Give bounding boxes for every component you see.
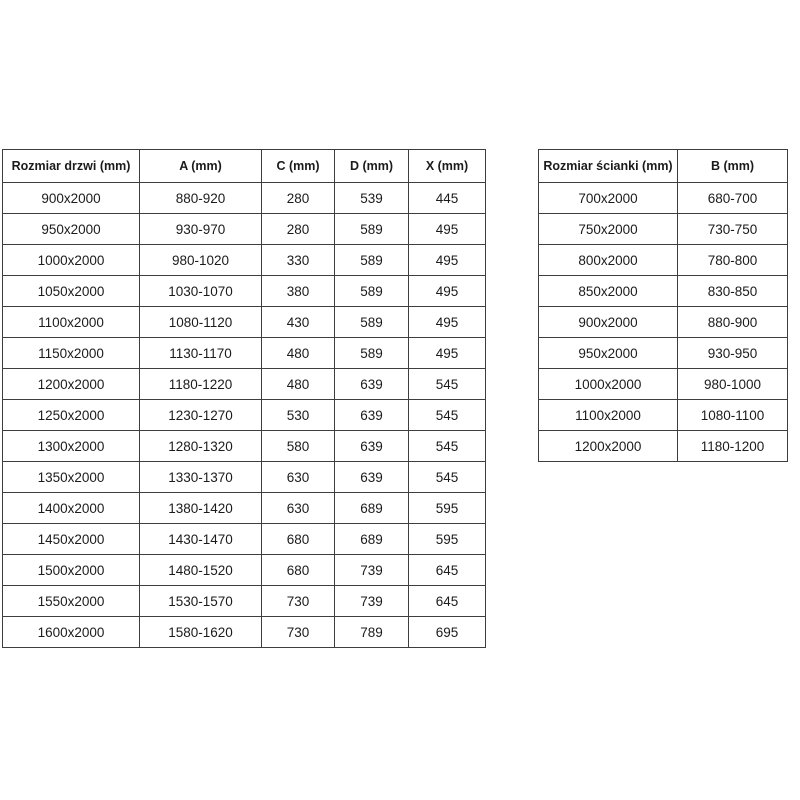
table-cell: 1500x2000: [3, 555, 140, 586]
table-cell: 950x2000: [3, 214, 140, 245]
table-row: [539, 183, 788, 214]
header-cell: Rozmiar ścianki (mm): [539, 150, 678, 183]
table-cell: 1380-1420: [140, 493, 262, 524]
table-row: [3, 369, 486, 400]
table-cell: 789: [335, 617, 409, 648]
table-row: [539, 307, 788, 338]
table-cell: 1250x2000: [3, 400, 140, 431]
table-cell: 730-750: [678, 214, 788, 245]
header-cell: A (mm): [140, 150, 262, 183]
wall-size-table-header: [539, 150, 788, 183]
table-cell: 495: [409, 307, 486, 338]
table-cell: 589: [335, 214, 409, 245]
table-row: [539, 431, 788, 462]
table-cell: 900x2000: [3, 183, 140, 214]
table-cell: 595: [409, 493, 486, 524]
table-cell: 1530-1570: [140, 586, 262, 617]
table-cell: 980-1000: [678, 369, 788, 400]
table-cell: 1030-1070: [140, 276, 262, 307]
table-cell: 589: [335, 338, 409, 369]
table-cell: 1300x2000: [3, 431, 140, 462]
table-cell: 1000x2000: [539, 369, 678, 400]
table-row: [3, 245, 486, 276]
table-cell: 539: [335, 183, 409, 214]
header-cell: D (mm): [335, 150, 409, 183]
table-cell: 880-900: [678, 307, 788, 338]
header-cell: C (mm): [262, 150, 335, 183]
table-row: [539, 214, 788, 245]
table-cell: 1280-1320: [140, 431, 262, 462]
table-cell: 739: [335, 555, 409, 586]
table-cell: 530: [262, 400, 335, 431]
table-cell: 1130-1170: [140, 338, 262, 369]
table-cell: 780-800: [678, 245, 788, 276]
table-row: [3, 493, 486, 524]
table-cell: 1100x2000: [3, 307, 140, 338]
table-cell: 1230-1270: [140, 400, 262, 431]
table-cell: 850x2000: [539, 276, 678, 307]
table-cell: 1200x2000: [539, 431, 678, 462]
table-cell: 880-920: [140, 183, 262, 214]
table-cell: 700x2000: [539, 183, 678, 214]
table-cell: 930-970: [140, 214, 262, 245]
table-cell: 980-1020: [140, 245, 262, 276]
table-cell: 1180-1200: [678, 431, 788, 462]
table-cell: 639: [335, 369, 409, 400]
table-cell: 1600x2000: [3, 617, 140, 648]
door-size-table-body: [3, 183, 486, 648]
table-cell: 580: [262, 431, 335, 462]
table-cell: 445: [409, 183, 486, 214]
table-cell: 680: [262, 524, 335, 555]
table-cell: 430: [262, 307, 335, 338]
table-cell: 1350x2000: [3, 462, 140, 493]
header-cell: Rozmiar drzwi (mm): [3, 150, 140, 183]
table-cell: 680: [262, 555, 335, 586]
table-cell: 1450x2000: [3, 524, 140, 555]
table-row: [3, 586, 486, 617]
door-size-table: [2, 149, 486, 648]
table-cell: 1200x2000: [3, 369, 140, 400]
table-cell: 645: [409, 586, 486, 617]
table-cell: 630: [262, 462, 335, 493]
header-cell: X (mm): [409, 150, 486, 183]
table-cell: 1150x2000: [3, 338, 140, 369]
table-cell: 800x2000: [539, 245, 678, 276]
table-row: [3, 617, 486, 648]
table-cell: 695: [409, 617, 486, 648]
table-cell: 689: [335, 524, 409, 555]
table-cell: 639: [335, 400, 409, 431]
table-cell: 830-850: [678, 276, 788, 307]
table-cell: 545: [409, 431, 486, 462]
table-cell: 595: [409, 524, 486, 555]
table-cell: 1480-1520: [140, 555, 262, 586]
table-cell: 495: [409, 338, 486, 369]
table-cell: 639: [335, 431, 409, 462]
table-cell: 639: [335, 462, 409, 493]
table-row: [539, 400, 788, 431]
table-cell: 280: [262, 183, 335, 214]
table-cell: 495: [409, 245, 486, 276]
table-row: [539, 276, 788, 307]
table-cell: 1100x2000: [539, 400, 678, 431]
table-cell: 750x2000: [539, 214, 678, 245]
table-cell: 545: [409, 369, 486, 400]
table-cell: 589: [335, 245, 409, 276]
table-row: [3, 555, 486, 586]
table-cell: 930-950: [678, 338, 788, 369]
table-cell: 380: [262, 276, 335, 307]
table-row: [3, 307, 486, 338]
table-cell: 950x2000: [539, 338, 678, 369]
table-cell: 1080-1120: [140, 307, 262, 338]
table-cell: 589: [335, 307, 409, 338]
header-row: [3, 150, 486, 183]
table-cell: 1330-1370: [140, 462, 262, 493]
wall-size-table-body: [539, 183, 788, 462]
table-cell: 689: [335, 493, 409, 524]
door-size-table-header: [3, 150, 486, 183]
table-cell: 630: [262, 493, 335, 524]
table-row: [3, 183, 486, 214]
table-row: [3, 214, 486, 245]
table-cell: 480: [262, 369, 335, 400]
table-cell: 480: [262, 338, 335, 369]
table-cell: 739: [335, 586, 409, 617]
table-row: [3, 462, 486, 493]
header-cell: B (mm): [678, 150, 788, 183]
table-cell: 1080-1100: [678, 400, 788, 431]
wall-size-table: [538, 149, 788, 462]
table-cell: 1400x2000: [3, 493, 140, 524]
table-cell: 1430-1470: [140, 524, 262, 555]
table-cell: 280: [262, 214, 335, 245]
table-cell: 730: [262, 617, 335, 648]
table-cell: 900x2000: [539, 307, 678, 338]
table-row: [3, 524, 486, 555]
table-cell: 1550x2000: [3, 586, 140, 617]
table-cell: 495: [409, 276, 486, 307]
table-row: [3, 338, 486, 369]
table-cell: 730: [262, 586, 335, 617]
table-cell: 589: [335, 276, 409, 307]
table-cell: 1050x2000: [3, 276, 140, 307]
table-row: [3, 431, 486, 462]
table-row: [3, 276, 486, 307]
table-row: [539, 338, 788, 369]
table-cell: 495: [409, 214, 486, 245]
header-row: [539, 150, 788, 183]
table-row: [539, 369, 788, 400]
table-cell: 545: [409, 462, 486, 493]
table-cell: 545: [409, 400, 486, 431]
table-cell: 645: [409, 555, 486, 586]
table-cell: 680-700: [678, 183, 788, 214]
table-cell: 330: [262, 245, 335, 276]
table-row: [539, 245, 788, 276]
table-cell: 1000x2000: [3, 245, 140, 276]
table-cell: 1580-1620: [140, 617, 262, 648]
table-row: [3, 400, 486, 431]
table-cell: 1180-1220: [140, 369, 262, 400]
